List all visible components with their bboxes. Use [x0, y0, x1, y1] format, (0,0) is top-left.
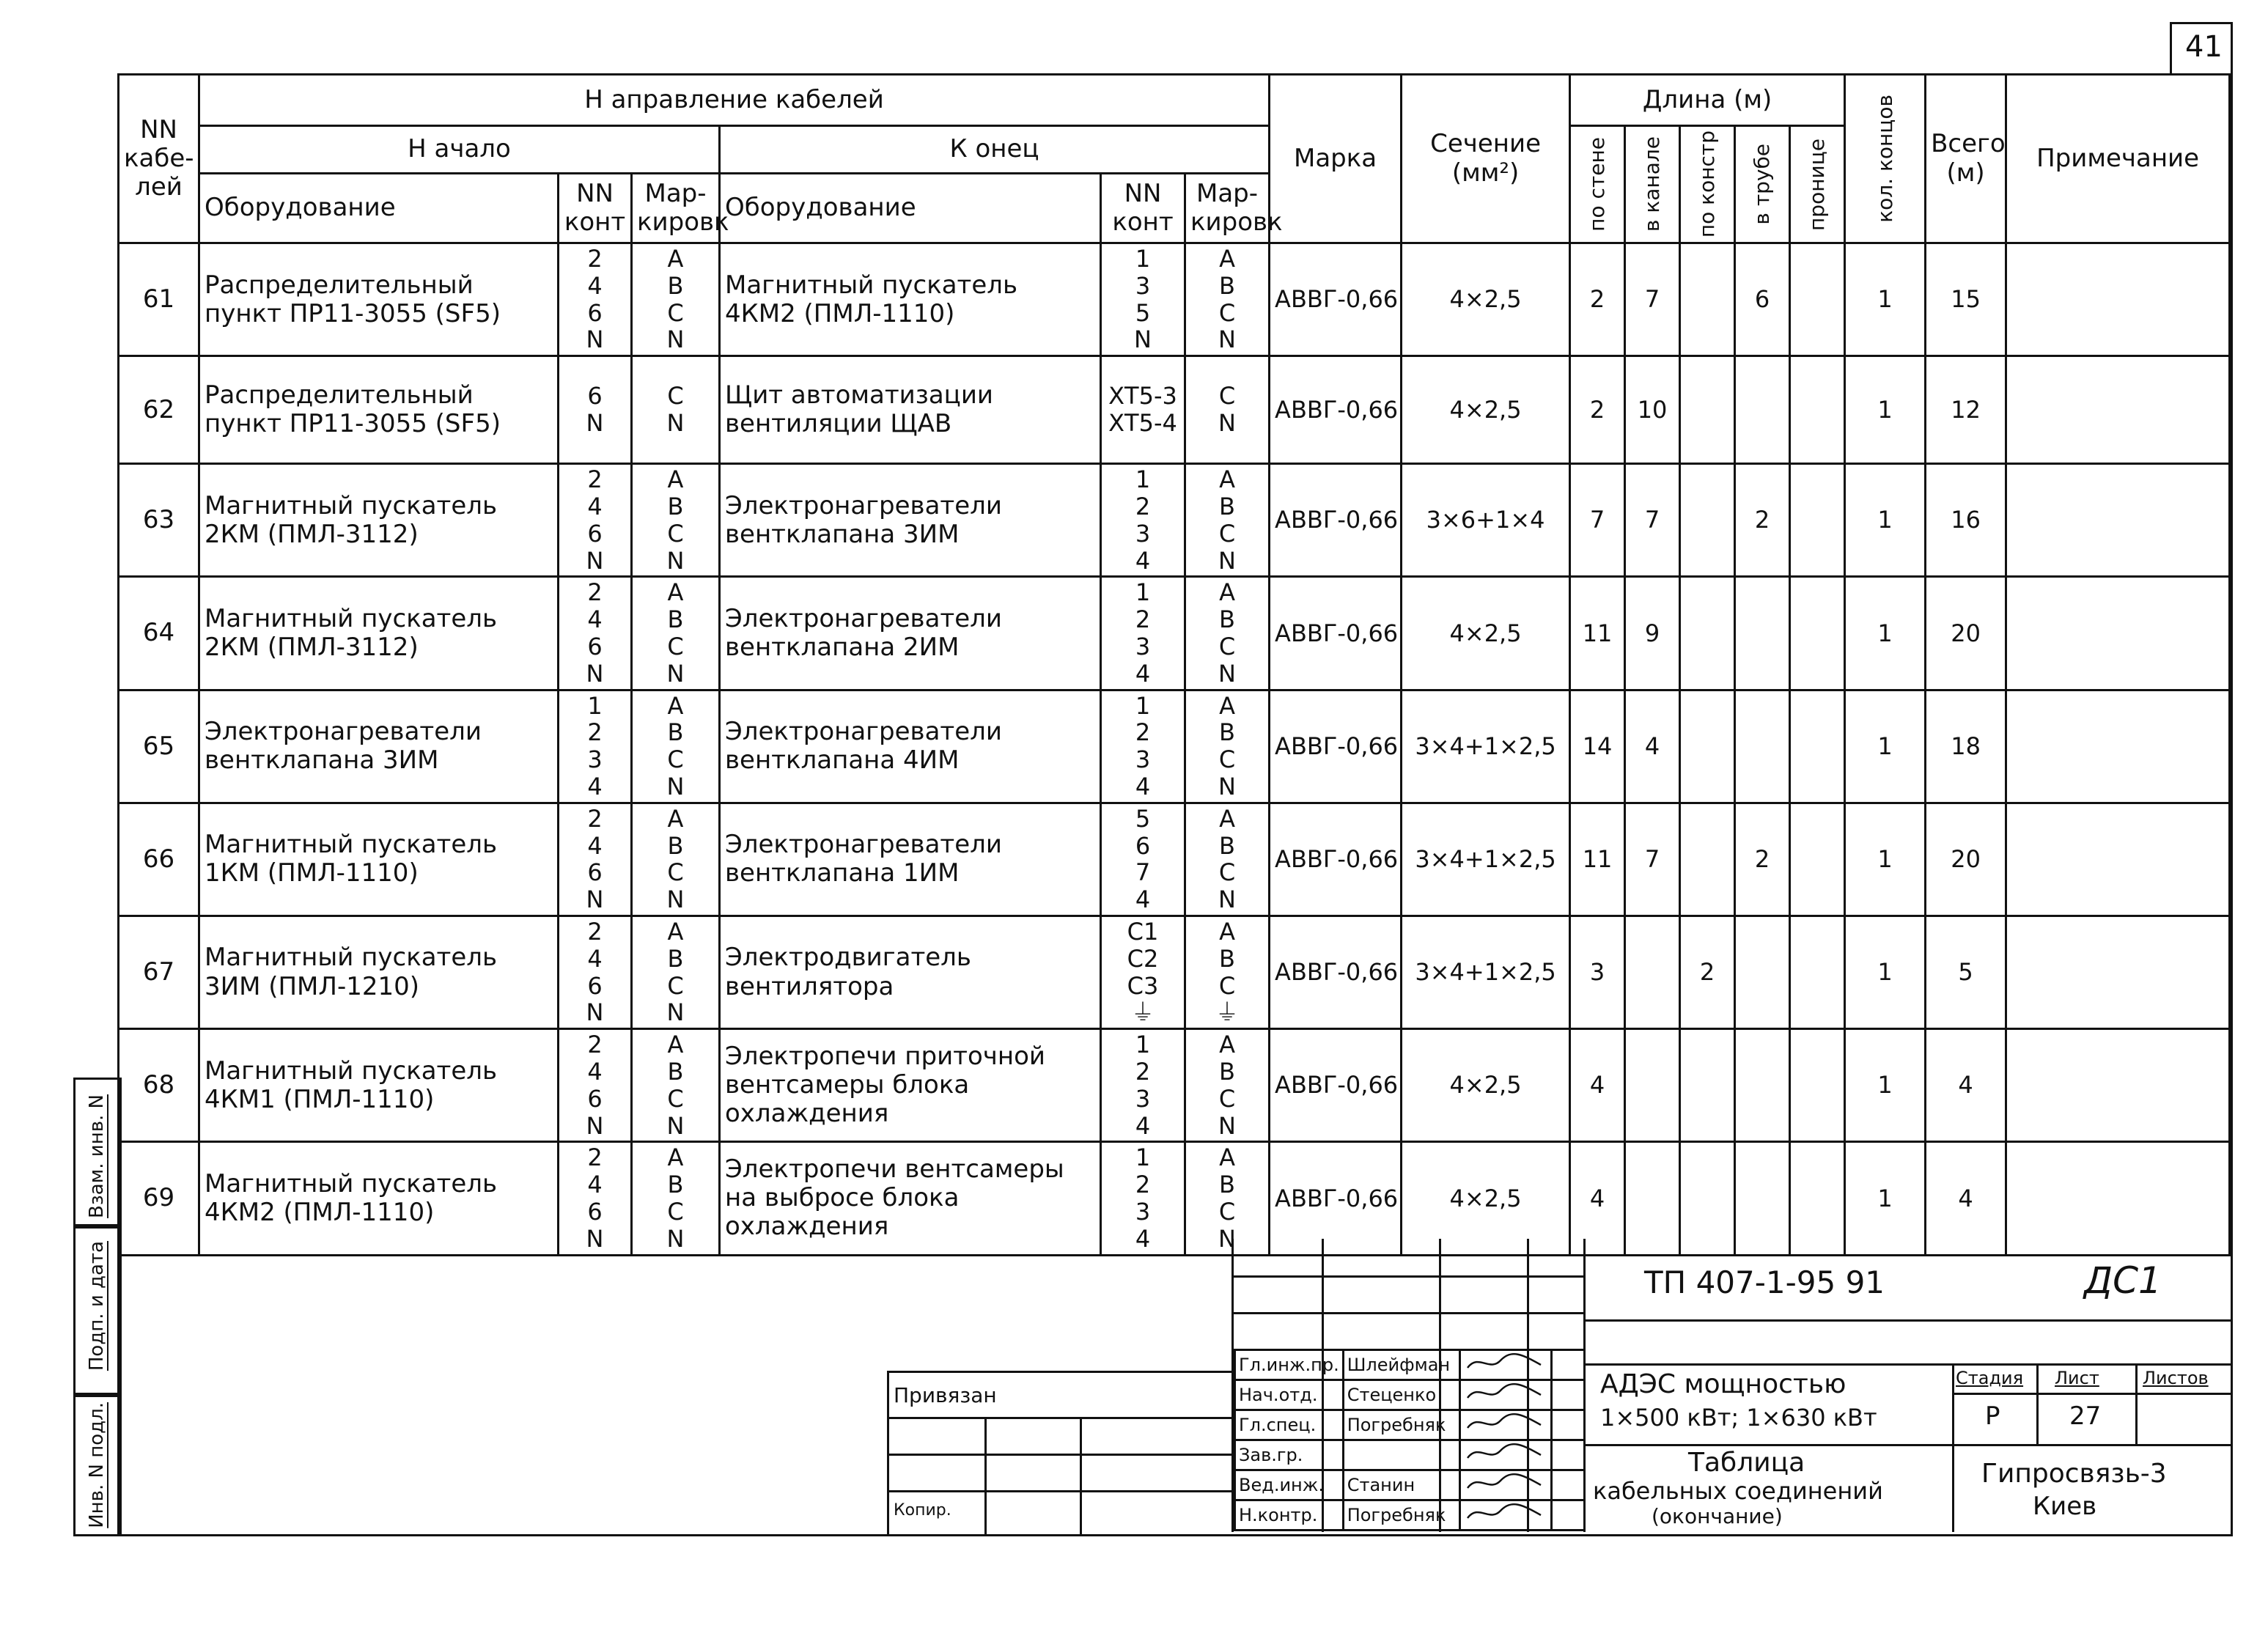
- signature-role: Зав.гр.: [1235, 1440, 1344, 1470]
- table-row: [119, 356, 2230, 464]
- row-len-channel: 7: [1625, 243, 1680, 356]
- col-start-terminals: NN конт: [559, 174, 632, 243]
- row-start-equipment: Распределительный пункт ПР11-3055 (SF5): [199, 243, 559, 356]
- row-start-equipment: Электронагреватели вентклапана 3ИМ: [199, 690, 559, 803]
- row-start-equipment: Магнитный пускатель 1КМ (ПМЛ-1110): [199, 803, 559, 916]
- row-end-marking: A B C ⏚: [1185, 916, 1270, 1028]
- col-end-terminals: NN конт: [1101, 174, 1185, 243]
- sheet-corner-box: [2170, 22, 2233, 75]
- row-number: 66: [119, 803, 199, 916]
- col-direction: Н аправление кабелей: [199, 75, 1270, 126]
- col-len-wall: по стене: [1570, 126, 1625, 243]
- row-brand: АВВГ-0,66: [1270, 803, 1402, 916]
- row-section: 4×2,5: [1402, 1029, 1570, 1142]
- col-len-extra: пронице: [1790, 126, 1845, 243]
- row-len-channel: 4: [1625, 690, 1680, 803]
- row-start-marking: A B C N: [632, 243, 720, 356]
- cable-table: [117, 73, 2231, 1256]
- org-name-1: Гипросвязь-3: [1981, 1459, 2167, 1489]
- row-start-marking: A B C N: [632, 1142, 720, 1255]
- doc-code: ТП 407-1-95 91: [1644, 1264, 1885, 1300]
- row-number: 62: [119, 356, 199, 464]
- table-row: [119, 243, 2230, 356]
- row-ends-count: 1: [1845, 577, 1926, 690]
- row-len-wall: 4: [1570, 1029, 1625, 1142]
- row-total: 4: [1926, 1142, 2006, 1255]
- row-start-marking: A B C N: [632, 1029, 720, 1142]
- row-brand: АВВГ-0,66: [1270, 464, 1402, 577]
- table-row: [119, 464, 2230, 577]
- signature-date: [1552, 1350, 1585, 1380]
- row-start-marking: A B C N: [632, 916, 720, 1028]
- row-len-struct: [1680, 690, 1735, 803]
- col-len-struct: по констр: [1680, 126, 1735, 243]
- row-section: 4×2,5: [1402, 356, 1570, 464]
- row-len-channel: [1625, 1142, 1680, 1255]
- row-end-marking: A B C N: [1185, 690, 1270, 803]
- row-len-channel: 7: [1625, 464, 1680, 577]
- row-section: 4×2,5: [1402, 1142, 1570, 1255]
- table-row: [119, 690, 2230, 803]
- row-len-struct: [1680, 803, 1735, 916]
- sidebar-inv-original-label: Инв. N подл.: [86, 1402, 108, 1528]
- table-title-2: кабельных соединений: [1593, 1477, 1883, 1505]
- row-end-terminals: ХТ5-3 ХТ5-4: [1101, 356, 1185, 464]
- row-start-terminals: 1 2 3 4: [559, 690, 632, 803]
- signature-name: Шлейфман: [1343, 1350, 1460, 1380]
- row-end-terminals: 5 6 7 4: [1101, 803, 1185, 916]
- row-start-terminals: 2 4 6 N: [559, 803, 632, 916]
- row-len-pipe: [1735, 916, 1790, 1028]
- signature-row: [1235, 1470, 1585, 1500]
- table-title-3: (окончание): [1652, 1504, 1783, 1528]
- sidebar-inv-replace-label: Взам. инв. N: [86, 1094, 108, 1218]
- row-ends-count: 1: [1845, 690, 1926, 803]
- row-start-equipment: Магнитный пускатель 2КМ (ПМЛ-3112): [199, 577, 559, 690]
- col-ends-count: кол. концов: [1845, 75, 1926, 243]
- row-brand: АВВГ-0,66: [1270, 243, 1402, 356]
- row-start-terminals: 6 N: [559, 356, 632, 464]
- row-end-terminals: 1 2 3 4: [1101, 1029, 1185, 1142]
- row-number: 68: [119, 1029, 199, 1142]
- row-brand: АВВГ-0,66: [1270, 690, 1402, 803]
- row-len-wall: 2: [1570, 243, 1625, 356]
- object-title-1: АДЭС мощностью: [1600, 1369, 1847, 1399]
- row-number: 65: [119, 690, 199, 803]
- row-brand: АВВГ-0,66: [1270, 1029, 1402, 1142]
- signature-date: [1552, 1470, 1585, 1500]
- row-start-terminals: 2 4 6 N: [559, 243, 632, 356]
- row-start-equipment: Магнитный пускатель 2КМ (ПМЛ-3112): [199, 464, 559, 577]
- row-ends-count: 1: [1845, 1029, 1926, 1142]
- row-len-extra: [1790, 243, 1845, 356]
- table-row: [119, 1142, 2230, 1255]
- signature-scribble-icon: [1464, 1442, 1544, 1464]
- sheets-label: Листов: [2143, 1368, 2209, 1388]
- row-ends-count: 1: [1845, 356, 1926, 464]
- row-len-pipe: 2: [1735, 803, 1790, 916]
- signature-scribble-icon: [1464, 1352, 1544, 1374]
- col-note: Примечание: [2006, 75, 2230, 243]
- row-len-wall: 14: [1570, 690, 1625, 803]
- row-note: [2006, 916, 2230, 1028]
- row-len-extra: [1790, 1029, 1845, 1142]
- row-start-terminals: 2 4 6 N: [559, 1142, 632, 1255]
- table-row: [119, 803, 2230, 916]
- row-section: 4×2,5: [1402, 577, 1570, 690]
- row-note: [2006, 577, 2230, 690]
- row-end-marking: A B C N: [1185, 577, 1270, 690]
- row-start-equipment: Магнитный пускатель 4КМ2 (ПМЛ-1110): [199, 1142, 559, 1255]
- row-note: [2006, 243, 2230, 356]
- row-end-equipment: Щит автоматизации вентиляции ЩАВ: [720, 356, 1101, 464]
- row-len-wall: 3: [1570, 916, 1625, 1028]
- col-start-equipment: Оборудование: [199, 174, 559, 243]
- org-name-2: Киев: [2033, 1492, 2097, 1521]
- row-end-equipment: Электронагреватели вентклапана 2ИМ: [720, 577, 1101, 690]
- row-len-channel: 7: [1625, 803, 1680, 916]
- row-len-wall: 11: [1570, 577, 1625, 690]
- row-end-equipment: Электропечи вентсамеры на выбросе блока охлаждения: [720, 1142, 1101, 1255]
- signature-scribble-icon: [1464, 1472, 1544, 1494]
- row-end-terminals: 1 2 3 4: [1101, 577, 1185, 690]
- signature-date: [1552, 1500, 1585, 1531]
- row-end-equipment: Электронагреватели вентклапана 3ИМ: [720, 464, 1101, 577]
- row-len-channel: 10: [1625, 356, 1680, 464]
- signature-scribble-icon: [1464, 1382, 1544, 1404]
- row-number: 69: [119, 1142, 199, 1255]
- row-start-terminals: 2 4 6 N: [559, 1029, 632, 1142]
- row-end-equipment: Электродвигатель вентилятора: [720, 916, 1101, 1028]
- row-start-marking: A B C N: [632, 464, 720, 577]
- signature-name: Стеценко: [1343, 1380, 1460, 1410]
- row-total: 18: [1926, 690, 2006, 803]
- col-length: Длина (м): [1570, 75, 1845, 126]
- row-ends-count: 1: [1845, 464, 1926, 577]
- signature-date: [1552, 1410, 1585, 1440]
- signature-mark: [1460, 1410, 1552, 1440]
- row-section: 3×4+1×2,5: [1402, 916, 1570, 1028]
- signature-row: [1235, 1500, 1585, 1531]
- signature-name: Погребняк: [1343, 1500, 1460, 1531]
- signature-role: Гл.инж.пр.: [1235, 1350, 1344, 1380]
- bound-box: [887, 1371, 1234, 1534]
- row-start-terminals: 2 4 6 N: [559, 464, 632, 577]
- row-end-terminals: 1 3 5 N: [1101, 243, 1185, 356]
- row-len-extra: [1790, 464, 1845, 577]
- sheet-label: Лист: [2055, 1368, 2099, 1388]
- row-note: [2006, 1142, 2230, 1255]
- table-row: [119, 916, 2230, 1028]
- row-ends-count: 1: [1845, 243, 1926, 356]
- signature-mark: [1460, 1500, 1552, 1531]
- row-total: 15: [1926, 243, 2006, 356]
- signature-row: [1235, 1380, 1585, 1410]
- bound-label: Привязан: [894, 1383, 997, 1407]
- stage-label: Стадия: [1956, 1368, 2024, 1388]
- row-len-wall: 4: [1570, 1142, 1625, 1255]
- row-ends-count: 1: [1845, 1142, 1926, 1255]
- row-note: [2006, 356, 2230, 464]
- col-end-marking: Мар-кировк: [1185, 174, 1270, 243]
- row-start-equipment: Распределительный пункт ПР11-3055 (SF5): [199, 356, 559, 464]
- title-block: [887, 1239, 2228, 1532]
- signature-row: [1235, 1440, 1585, 1470]
- row-brand: АВВГ-0,66: [1270, 1142, 1402, 1255]
- row-len-channel: [1625, 916, 1680, 1028]
- copied-label: Копир.: [894, 1501, 951, 1520]
- signature-role: Гл.спец.: [1235, 1410, 1344, 1440]
- row-len-wall: 7: [1570, 464, 1625, 577]
- row-total: 5: [1926, 916, 2006, 1028]
- sidebar-signature-date: [73, 1224, 122, 1397]
- row-start-marking: A B C N: [632, 577, 720, 690]
- row-len-extra: [1790, 916, 1845, 1028]
- sidebar-signature-date-label: Подп. и дата: [86, 1241, 108, 1371]
- row-end-equipment: Электронагреватели вентклапана 1ИМ: [720, 803, 1101, 916]
- row-len-struct: [1680, 243, 1735, 356]
- row-number: 61: [119, 243, 199, 356]
- row-len-struct: [1680, 1142, 1735, 1255]
- row-len-pipe: 6: [1735, 243, 1790, 356]
- signature-row: [1235, 1410, 1585, 1440]
- row-note: [2006, 803, 2230, 916]
- col-len-channel: в канале: [1625, 126, 1680, 243]
- row-start-marking: C N: [632, 356, 720, 464]
- row-section: 3×4+1×2,5: [1402, 803, 1570, 916]
- row-len-pipe: [1735, 1142, 1790, 1255]
- col-brand: Марка: [1270, 75, 1402, 243]
- signature-date: [1552, 1380, 1585, 1410]
- signature-date: [1552, 1440, 1585, 1470]
- row-total: 12: [1926, 356, 2006, 464]
- row-len-channel: [1625, 1029, 1680, 1142]
- row-start-marking: A B C N: [632, 690, 720, 803]
- row-note: [2006, 1029, 2230, 1142]
- row-end-terminals: C1 C2 C3 ⏚: [1101, 916, 1185, 1028]
- row-len-pipe: [1735, 577, 1790, 690]
- row-total: 20: [1926, 577, 2006, 690]
- sheet-value: 27: [2069, 1402, 2102, 1431]
- row-len-extra: [1790, 356, 1845, 464]
- signature-mark: [1460, 1380, 1552, 1410]
- col-total: Всего (м): [1926, 75, 2006, 243]
- signature-mark: [1460, 1350, 1552, 1380]
- signature-scribble-icon: [1464, 1412, 1544, 1434]
- signature-name: Станин: [1343, 1470, 1460, 1500]
- col-nn-cables: NN кабе-лей: [119, 75, 199, 243]
- row-number: 67: [119, 916, 199, 1028]
- row-end-terminals: 1 2 3 4: [1101, 690, 1185, 803]
- row-len-struct: 2: [1680, 916, 1735, 1028]
- row-end-equipment: Электропечи приточной вентсамеры блока охлаждения: [720, 1029, 1101, 1142]
- row-len-wall: 11: [1570, 803, 1625, 916]
- signature-row: [1235, 1350, 1585, 1380]
- col-len-pipe: в трубе: [1735, 126, 1790, 243]
- row-len-pipe: 2: [1735, 464, 1790, 577]
- row-total: 16: [1926, 464, 2006, 577]
- row-end-marking: A B C N: [1185, 803, 1270, 916]
- row-end-terminals: 1 2 3 4: [1101, 1142, 1185, 1255]
- table-title-1: Таблица: [1688, 1448, 1805, 1478]
- sheet-corner-number: 41: [2185, 30, 2223, 64]
- row-len-struct: [1680, 464, 1735, 577]
- row-len-extra: [1790, 690, 1845, 803]
- signature-table: [1234, 1349, 1586, 1531]
- row-brand: АВВГ-0,66: [1270, 577, 1402, 690]
- row-end-equipment: Электронагреватели вентклапана 4ИМ: [720, 690, 1101, 803]
- sheet-code: ДС1: [2084, 1259, 2162, 1302]
- table-row: [119, 1029, 2230, 1142]
- stage-value: Р: [1985, 1402, 2000, 1431]
- title-right: [1583, 1239, 2231, 1532]
- row-end-marking: A B C N: [1185, 243, 1270, 356]
- row-len-pipe: [1735, 356, 1790, 464]
- row-total: 4: [1926, 1029, 2006, 1142]
- row-start-terminals: 2 4 6 N: [559, 916, 632, 1028]
- row-ends-count: 1: [1845, 803, 1926, 916]
- signature-role: Нач.отд.: [1235, 1380, 1344, 1410]
- row-start-marking: A B C N: [632, 803, 720, 916]
- col-start-marking: Мар-кировк: [632, 174, 720, 243]
- signature-role: Н.контр.: [1235, 1500, 1344, 1531]
- row-brand: АВВГ-0,66: [1270, 916, 1402, 1028]
- row-start-terminals: 2 4 6 N: [559, 577, 632, 690]
- row-start-equipment: Магнитный пускатель 4КМ1 (ПМЛ-1110): [199, 1029, 559, 1142]
- signature-scribble-icon: [1464, 1502, 1544, 1524]
- signature-name: Погребняк: [1343, 1410, 1460, 1440]
- row-len-wall: 2: [1570, 356, 1625, 464]
- row-start-equipment: Магнитный пускатель 3ИМ (ПМЛ-1210): [199, 916, 559, 1028]
- row-total: 20: [1926, 803, 2006, 916]
- row-number: 63: [119, 464, 199, 577]
- row-len-pipe: [1735, 1029, 1790, 1142]
- row-len-struct: [1680, 577, 1735, 690]
- row-note: [2006, 690, 2230, 803]
- row-ends-count: 1: [1845, 916, 1926, 1028]
- row-end-marking: A B C N: [1185, 1142, 1270, 1255]
- sidebar-inv-replace: [73, 1078, 122, 1229]
- row-section: 3×4+1×2,5: [1402, 690, 1570, 803]
- row-section: 3×6+1×4: [1402, 464, 1570, 577]
- row-note: [2006, 464, 2230, 577]
- row-end-marking: C N: [1185, 356, 1270, 464]
- row-end-marking: A B C N: [1185, 1029, 1270, 1142]
- signature-mark: [1460, 1470, 1552, 1500]
- sidebar-inv-original: [73, 1393, 122, 1536]
- row-number: 64: [119, 577, 199, 690]
- object-title-2: 1×500 кВт; 1×630 кВт: [1600, 1404, 1877, 1432]
- signature-role: Вед.инж.: [1235, 1470, 1344, 1500]
- signature-mark: [1460, 1440, 1552, 1470]
- row-len-channel: 9: [1625, 577, 1680, 690]
- row-len-extra: [1790, 803, 1845, 916]
- col-end-equipment: Оборудование: [720, 174, 1101, 243]
- col-section: Сечение (мм²): [1402, 75, 1570, 243]
- row-len-struct: [1680, 1029, 1735, 1142]
- row-end-marking: A B C N: [1185, 464, 1270, 577]
- row-end-equipment: Магнитный пускатель 4КМ2 (ПМЛ-1110): [720, 243, 1101, 356]
- row-end-terminals: 1 2 3 4: [1101, 464, 1185, 577]
- col-end: К онец: [720, 126, 1270, 174]
- signature-name: [1343, 1440, 1460, 1470]
- row-len-struct: [1680, 356, 1735, 464]
- row-len-pipe: [1735, 690, 1790, 803]
- row-len-extra: [1790, 577, 1845, 690]
- row-len-extra: [1790, 1142, 1845, 1255]
- table-row: [119, 577, 2230, 690]
- signature-grid: [1231, 1239, 1586, 1532]
- row-brand: АВВГ-0,66: [1270, 356, 1402, 464]
- col-start: Н ачало: [199, 126, 720, 174]
- row-section: 4×2,5: [1402, 243, 1570, 356]
